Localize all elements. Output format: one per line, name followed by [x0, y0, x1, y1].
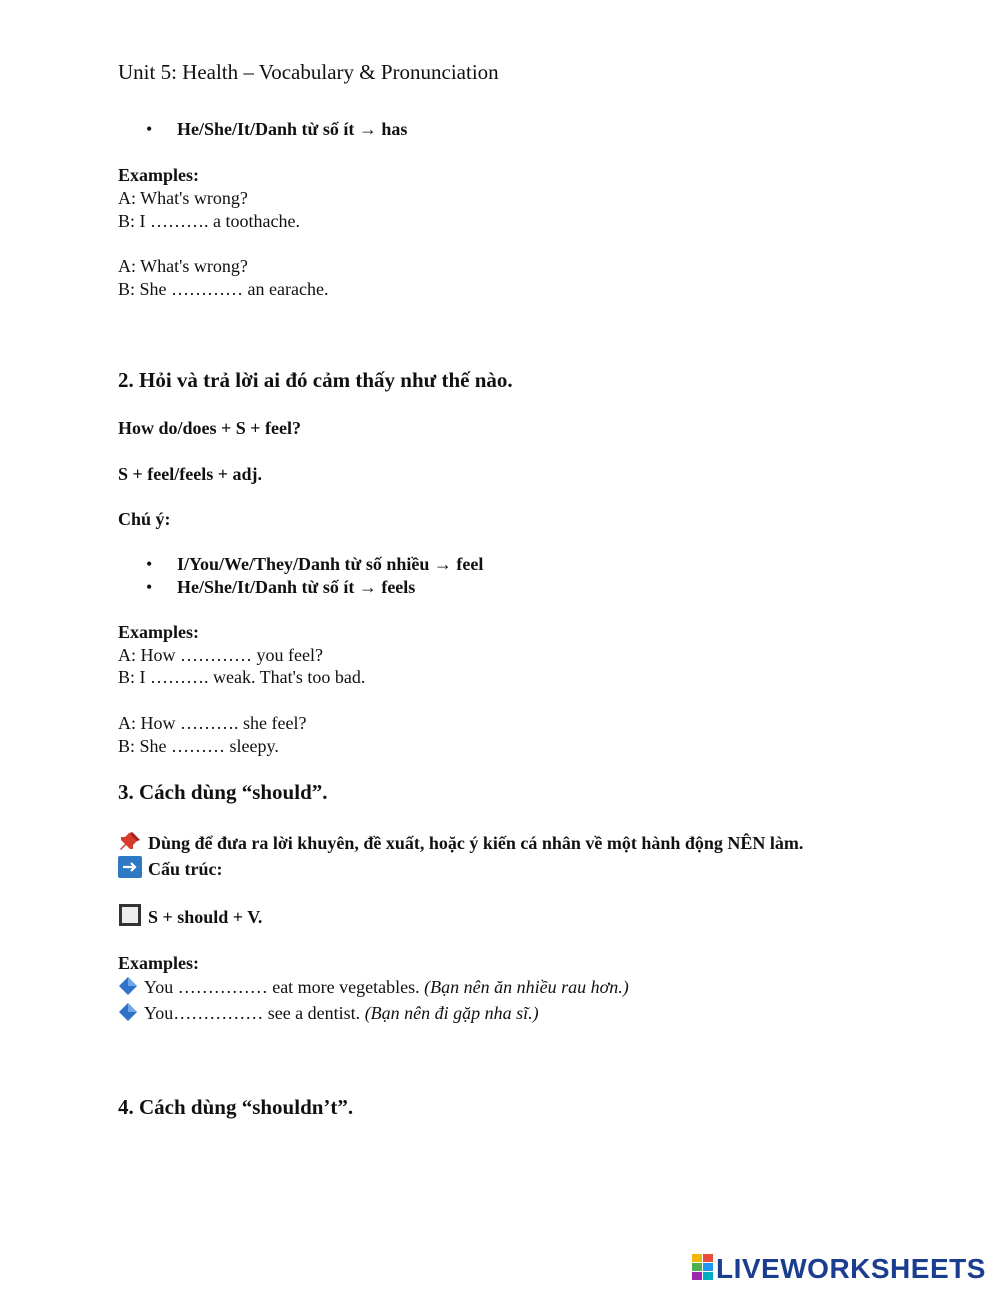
answer-blank[interactable]: ……………: [177, 977, 268, 997]
example-1-answer: B: I ………. a toothache.: [118, 211, 300, 231]
answer-blank[interactable]: …………: [171, 279, 244, 299]
example-2-answer: B: She ………… an earache.: [118, 279, 329, 299]
has-rule-item: • He/She/It/Danh từ số ít → has: [118, 118, 407, 141]
feel-rule-list: [118, 553, 483, 599]
should-example-2: You…………… see a dentist. (Bạn nên đi gặp nha sĩ.): [118, 1002, 539, 1028]
example-1-question: A: What's wrong?: [118, 188, 248, 208]
section-2-heading: 2. Hỏi và trả lời ai đó cảm thấy như thế nào.: [118, 368, 513, 392]
has-rule-list: [118, 118, 407, 141]
example-2-question: A: What's wrong?: [118, 256, 248, 276]
checkbox-icon: [118, 904, 142, 932]
section-4-heading: 4. Cách dùng “shouldn’t”.: [118, 1095, 354, 1119]
liveworksheets-logo: [692, 1254, 986, 1284]
liveworksheets-blocks-icon: [692, 1254, 714, 1285]
structure-label: Cấu trúc:: [118, 856, 223, 884]
feels-rule-item: • He/She/It/Danh từ số ít → feels: [118, 576, 483, 599]
answer-blank[interactable]: ……….: [180, 713, 239, 733]
pushpin-icon: [118, 830, 142, 858]
answer-blank[interactable]: ………: [171, 736, 226, 756]
example-4-question: A: How ………. she feel?: [118, 713, 307, 733]
example-3-answer: B: I ………. weak. That's too bad.: [118, 667, 366, 687]
answer-blank[interactable]: ……………: [173, 1003, 264, 1023]
should-example-1: You …………… eat more vegetables. (Bạn nên ăn nhiều rau hơn.): [118, 976, 629, 1002]
right-arrow-icon: [118, 856, 142, 884]
liveworksheets-wordmark: LIVEWORKSHEETS: [716, 1253, 986, 1284]
page-header: Unit 5: Health – Vocabulary & Pronunciation: [118, 60, 499, 84]
example-3-question: A: How ………… you feel?: [118, 645, 323, 665]
feel-rule-item: • I/You/We/They/Danh từ số nhiều → feel: [118, 553, 483, 576]
answer-blank[interactable]: ……….: [150, 211, 209, 231]
question-structure: How do/does + S + feel?: [118, 418, 302, 438]
answer-blank[interactable]: …………: [180, 645, 252, 665]
answer-structure: S + feel/feels + adj.: [118, 464, 262, 484]
example-4-answer: B: She ……… sleepy.: [118, 736, 279, 756]
note-label: Chú ý:: [118, 509, 171, 529]
answer-blank[interactable]: ……….: [150, 667, 209, 687]
examples-label-2: Examples:: [118, 622, 199, 642]
blue-diamond-icon: [118, 1002, 138, 1028]
examples-label-3: Examples:: [118, 953, 199, 973]
should-usage: Dùng để đưa ra lời khuyên, đề xuất, hoặc ý kiến cá nhân về một hành động NÊN làm.: [118, 830, 803, 858]
examples-label-1: Examples:: [118, 165, 199, 185]
section-3-heading: 3. Cách dùng “should”.: [118, 780, 328, 804]
blue-diamond-icon: [118, 976, 138, 1002]
should-structure: S + should + V.: [118, 904, 262, 932]
